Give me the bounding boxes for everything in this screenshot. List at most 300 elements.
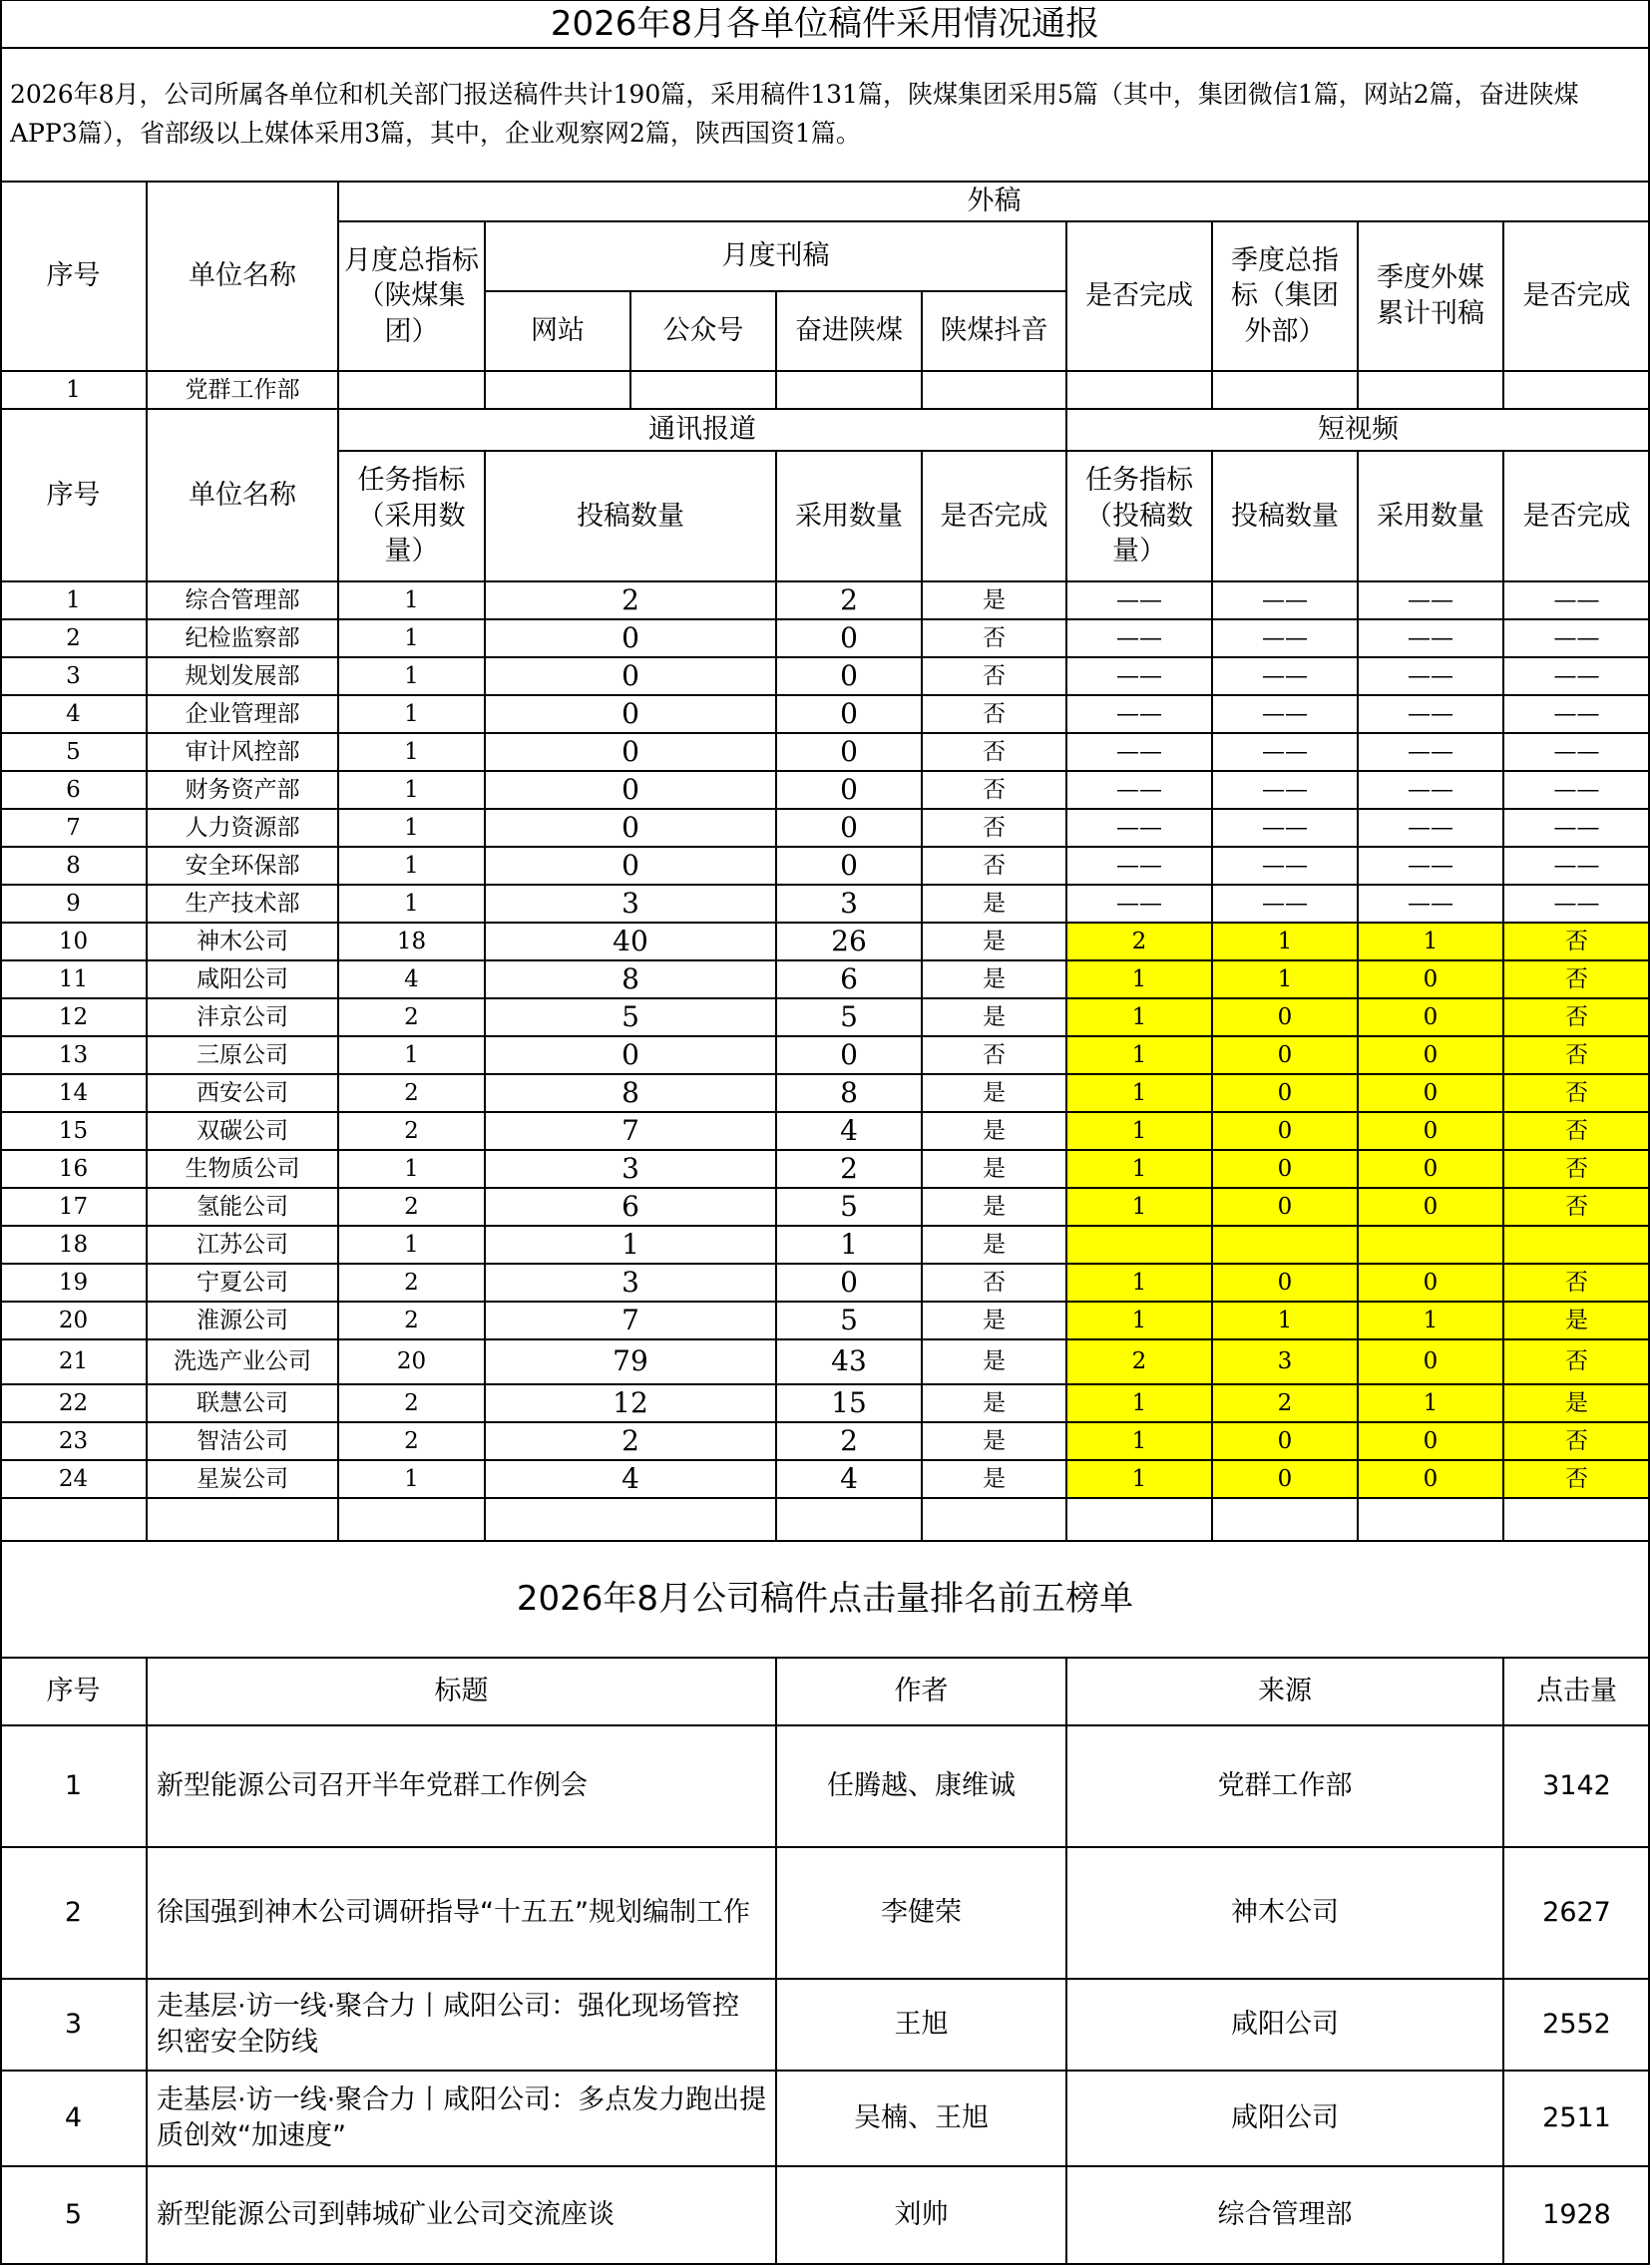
grid-line (0, 1263, 1650, 1265)
row-v-done: 否 (1565, 1079, 1588, 1106)
grid-line (0, 997, 1650, 999)
row-v-adopt: —— (1408, 624, 1453, 651)
grid-line (1502, 1658, 1504, 2264)
row-v-adopt: —— (1408, 738, 1453, 765)
grid-line (1357, 221, 1359, 409)
col-submit: 投稿数量 (577, 500, 684, 532)
grid-line (0, 408, 1650, 410)
row-v-adopt: —— (1408, 586, 1453, 613)
row-v-task: —— (1116, 738, 1162, 765)
row-seq: 3 (66, 662, 81, 689)
grid-line (0, 808, 1650, 810)
row-unit: 江苏公司 (197, 1231, 288, 1258)
col-monthly-pub: 月度刊稿 (721, 240, 830, 272)
group-external: 外稿 (967, 186, 1022, 217)
grid-line (0, 1225, 1650, 1227)
col-v-adopt: 采用数量 (1377, 500, 1484, 532)
row-v-adopt: 1 (1423, 1307, 1439, 1333)
col-quarter-target: 季度总指标（集团外部） (1231, 244, 1339, 347)
col-rank-clicks: 点击量 (1536, 1676, 1617, 1707)
row-submit: 8 (621, 1075, 639, 1109)
rank-title: 走基层·访一线·聚合力丨咸阳公司：多点发力跑出提质创效“加速度” (157, 2084, 767, 2151)
row-submit: 40 (613, 924, 648, 957)
row-v-done (1503, 1226, 1650, 1264)
row-unit: 生物质公司 (185, 1155, 300, 1182)
row-unit: 纪检监察部 (185, 624, 300, 651)
grid-line (921, 451, 923, 1541)
row-v-adopt: 0 (1423, 1117, 1439, 1144)
row-adopt: 0 (840, 734, 858, 768)
row-adopt: 6 (840, 961, 858, 995)
grid-line (484, 451, 486, 1541)
row-adopt: 0 (840, 848, 858, 882)
row-submit: 2 (621, 1423, 639, 1457)
row-seq: 20 (58, 1307, 89, 1333)
row-seq: 7 (66, 814, 81, 841)
grid-line (0, 1383, 1650, 1385)
ranking-title: 2026年8月公司稿件点击量排名前五榜单 (516, 1579, 1134, 1620)
row-task: 1 (404, 700, 419, 727)
grid-line (775, 1658, 777, 2264)
row-done: 是 (983, 965, 1006, 992)
grid-line (0, 770, 1650, 772)
row-task: 2 (404, 1079, 419, 1106)
row-v-task: —— (1116, 586, 1162, 613)
row-adopt: 0 (840, 1037, 858, 1071)
row-v-submit: —— (1262, 624, 1308, 651)
row-v-submit: 3 (1277, 1348, 1293, 1375)
grid-line (484, 221, 486, 409)
grid-line (0, 656, 1650, 658)
row-seq: 10 (58, 928, 89, 954)
row-adopt: 3 (840, 886, 858, 920)
row-adopt: 0 (840, 1265, 858, 1299)
row-done: 是 (983, 890, 1006, 917)
grid-line (0, 694, 1650, 696)
rank-seq: 2 (64, 1897, 83, 1929)
row-adopt: 0 (840, 772, 858, 806)
row-v-submit: —— (1262, 814, 1308, 841)
row-done: 是 (983, 1231, 1006, 1258)
grid-line (1502, 451, 1504, 1541)
row-adopt: 0 (840, 658, 858, 692)
row-unit: 沣京公司 (197, 1003, 288, 1030)
row-v-done: 否 (1565, 1348, 1588, 1375)
row-v-task: —— (1116, 814, 1162, 841)
row-submit: 5 (621, 999, 639, 1033)
rank-seq: 4 (64, 2102, 83, 2134)
row-adopt: 0 (840, 696, 858, 730)
row-v-task: —— (1116, 852, 1162, 879)
row-v-adopt: —— (1408, 852, 1453, 879)
row-unit: 企业管理部 (185, 700, 300, 727)
col-seq: 序号 (46, 260, 101, 292)
row-v-adopt: 0 (1423, 1155, 1439, 1182)
row-task: 2 (404, 1269, 419, 1296)
row-seq: 8 (66, 852, 81, 879)
row-done: 是 (983, 586, 1006, 613)
row-v-adopt: —— (1408, 776, 1453, 803)
rank-title: 新型能源公司召开半年党群工作例会 (157, 1770, 588, 1802)
row-v-adopt: —— (1408, 890, 1453, 917)
grid-line (0, 618, 1650, 620)
row-v-task: —— (1116, 776, 1162, 803)
grid-line (0, 1149, 1650, 1151)
col-quarter-media: 季度外媒累计刊稿 (1377, 262, 1484, 329)
row-adopt: 2 (840, 582, 858, 616)
row-v-submit: 0 (1277, 1427, 1293, 1454)
row-done: 否 (983, 1269, 1006, 1296)
grid-line (1065, 409, 1067, 1541)
col-app: 奋进陕煤 (795, 315, 903, 347)
row-v-task: 1 (1131, 1155, 1147, 1182)
row-adopt: 0 (840, 810, 858, 844)
col-site: 网站 (531, 315, 585, 347)
grid-line (775, 451, 777, 1541)
row-seq: 11 (58, 965, 89, 992)
row-v-done: —— (1553, 700, 1600, 727)
col-v-submit: 投稿数量 (1231, 500, 1339, 532)
row-v-submit: 0 (1277, 1269, 1293, 1296)
row-seq: 19 (58, 1269, 89, 1296)
row-task: 2 (404, 1389, 419, 1416)
row-task: 1 (404, 1041, 419, 1068)
row-submit: 3 (621, 1265, 639, 1299)
row-adopt: 5 (840, 1189, 858, 1223)
row-seq: 1 (66, 376, 81, 403)
row-v-submit (1212, 1226, 1358, 1264)
grid-line (0, 1338, 1650, 1340)
grid-line (921, 291, 923, 409)
row-unit: 咸阳公司 (197, 965, 288, 992)
row-v-task: 1 (1131, 1389, 1147, 1416)
row-v-task: —— (1116, 662, 1162, 689)
row-done: 是 (983, 1348, 1006, 1375)
row-seq: 22 (58, 1389, 89, 1416)
row-v-submit: 0 (1277, 1041, 1293, 1068)
row-v-done: 否 (1565, 965, 1588, 992)
grid-line (0, 1657, 1650, 1659)
col-done: 是否完成 (940, 500, 1048, 532)
row-v-done: —— (1553, 586, 1600, 613)
row-v-adopt: 1 (1423, 1389, 1439, 1416)
grid-line (0, 1540, 1650, 1542)
row-v-adopt: 0 (1423, 1348, 1439, 1375)
row-submit: 0 (621, 810, 639, 844)
row-v-task: 1 (1131, 1307, 1147, 1333)
group-comm: 通讯报道 (648, 414, 756, 446)
row-done: 是 (983, 1427, 1006, 1454)
row-v-done: 否 (1565, 1117, 1588, 1144)
row-v-done: 否 (1565, 1427, 1588, 1454)
report-title: 2026年8月各单位稿件采用情况通报 (550, 3, 1100, 44)
rank-author: 李健荣 (881, 1897, 962, 1929)
row-v-task: 1 (1131, 1117, 1147, 1144)
row-done: 否 (983, 662, 1006, 689)
row-v-adopt: —— (1408, 814, 1453, 841)
row-unit: 淮源公司 (197, 1307, 288, 1333)
row-done: 否 (983, 1041, 1006, 1068)
row-v-done: 否 (1565, 1465, 1588, 1492)
row-task: 1 (404, 1465, 419, 1492)
rank-author: 吴楠、王旭 (854, 2102, 989, 2134)
row-v-done: 否 (1565, 1041, 1588, 1068)
row-task: 1 (404, 624, 419, 651)
row-task: 1 (404, 1231, 419, 1258)
rank-source: 综合管理部 (1217, 2199, 1353, 2231)
row-v-done: 否 (1565, 1193, 1588, 1220)
row-done: 是 (983, 1389, 1006, 1416)
grid-line (337, 182, 339, 1541)
grid-line (0, 1421, 1650, 1423)
row-v-submit: —— (1262, 662, 1308, 689)
grid-line (0, 1724, 1650, 1726)
row-v-adopt: 1 (1423, 928, 1439, 954)
grid-line (629, 291, 631, 409)
row-v-task: 2 (1131, 1348, 1147, 1375)
grid-line (0, 1846, 1650, 1848)
row-seq: 18 (58, 1231, 89, 1258)
col-rank-source: 来源 (1258, 1676, 1312, 1707)
row-seq: 6 (66, 776, 81, 803)
row-unit: 审计风控部 (185, 738, 300, 765)
row-v-task: 1 (1131, 1041, 1147, 1068)
row-adopt: 2 (840, 1423, 858, 1457)
row-unit: 智洁公司 (197, 1427, 288, 1454)
grid-line (0, 0, 2, 2264)
row-submit: 7 (621, 1303, 639, 1336)
col-adopt: 采用数量 (795, 500, 903, 532)
row-v-done: 否 (1565, 1269, 1588, 1296)
row-v-task: 1 (1131, 1427, 1147, 1454)
row-submit: 3 (621, 1151, 639, 1185)
grid-line (0, 1073, 1650, 1075)
grid-line (0, 846, 1650, 848)
row-adopt: 43 (831, 1344, 867, 1378)
row-seq: 1 (66, 586, 81, 613)
row-submit: 1 (621, 1227, 639, 1261)
grid-line (0, 47, 1650, 49)
row-unit: 西安公司 (197, 1079, 288, 1106)
rank-author: 刘帅 (894, 2199, 949, 2231)
row-task: 1 (404, 890, 419, 917)
row-done: 是 (983, 1117, 1006, 1144)
row-v-submit: 1 (1277, 928, 1293, 954)
row-task: 2 (404, 1117, 419, 1144)
row-v-submit: 0 (1277, 1465, 1293, 1492)
row-done: 是 (983, 928, 1006, 954)
row-task: 1 (404, 738, 419, 765)
grid-line (0, 2070, 1650, 2072)
row-v-done: —— (1553, 814, 1600, 841)
rank-seq: 5 (64, 2199, 83, 2231)
grid-line (146, 182, 148, 1541)
row-v-submit: 0 (1277, 1193, 1293, 1220)
row-adopt: 1 (840, 1227, 858, 1261)
row-unit: 安全环保部 (185, 852, 300, 879)
row-v-done: —— (1553, 624, 1600, 651)
row-v-done: —— (1553, 662, 1600, 689)
row-done: 否 (983, 776, 1006, 803)
row-submit: 12 (613, 1385, 648, 1419)
row-v-submit: —— (1262, 738, 1308, 765)
row-v-submit: 0 (1277, 1079, 1293, 1106)
rank-seq: 1 (64, 1770, 83, 1802)
row-v-submit: 1 (1277, 1307, 1293, 1333)
row-done: 是 (983, 1003, 1006, 1030)
row-task: 1 (404, 586, 419, 613)
row-submit: 7 (621, 1113, 639, 1147)
rank-clicks: 2552 (1542, 2009, 1611, 2041)
row-v-task: —— (1116, 624, 1162, 651)
grid-line (0, 1978, 1650, 1980)
row-v-done: —— (1553, 776, 1600, 803)
row-v-done: —— (1553, 852, 1600, 879)
row-seq: 23 (58, 1427, 89, 1454)
row-v-submit: —— (1262, 890, 1308, 917)
rank-source: 咸阳公司 (1231, 2102, 1339, 2134)
row-v-task: 2 (1131, 928, 1147, 954)
row-task: 2 (404, 1427, 419, 1454)
row-submit: 0 (621, 620, 639, 654)
row-task: 2 (404, 1193, 419, 1220)
col-seq: 序号 (46, 479, 101, 511)
row-adopt: 5 (840, 999, 858, 1033)
row-done: 是 (983, 1155, 1006, 1182)
row-submit: 0 (621, 772, 639, 806)
rank-clicks: 2511 (1542, 2102, 1611, 2134)
row-submit: 0 (621, 696, 639, 730)
grid-line (0, 959, 1650, 961)
row-submit: 3 (621, 886, 639, 920)
group-video: 短视频 (1318, 414, 1399, 446)
grid-line (0, 0, 1650, 1)
row-seq: 5 (66, 738, 81, 765)
grid-line (0, 922, 1650, 924)
grid-line (1211, 451, 1213, 1541)
grid-line (1357, 451, 1359, 1541)
col-v-done: 是否完成 (1522, 500, 1631, 532)
rank-clicks: 2627 (1542, 1897, 1611, 1929)
row-v-submit: 2 (1277, 1389, 1293, 1416)
row-v-task: 1 (1131, 1269, 1147, 1296)
col-rank-seq: 序号 (46, 1676, 101, 1707)
rank-seq: 3 (64, 2009, 83, 2041)
row-unit: 财务资产部 (185, 776, 300, 803)
row-v-submit: 1 (1277, 965, 1293, 992)
row-v-done: 是 (1565, 1307, 1588, 1333)
row-task: 2 (404, 1003, 419, 1030)
row-unit: 规划发展部 (185, 662, 300, 689)
grid-line (1502, 221, 1504, 409)
grid-line (0, 1035, 1650, 1037)
row-task: 18 (396, 928, 427, 954)
row-done: 否 (983, 852, 1006, 879)
row-v-done: 否 (1565, 928, 1588, 954)
row-unit: 联慧公司 (197, 1389, 288, 1416)
grid-line (1211, 221, 1213, 409)
grid-line (0, 370, 1650, 372)
row-v-submit: —— (1262, 700, 1308, 727)
row-task: 2 (404, 1307, 419, 1333)
row-submit: 4 (621, 1461, 639, 1495)
row-unit: 星炭公司 (197, 1465, 288, 1492)
row-submit: 0 (621, 848, 639, 882)
row-unit: 洗选产业公司 (174, 1348, 311, 1375)
row-adopt: 4 (840, 1461, 858, 1495)
grid-line (1065, 1658, 1067, 2264)
row-done: 否 (983, 624, 1006, 651)
row-adopt: 2 (840, 1151, 858, 1185)
row-adopt: 5 (840, 1303, 858, 1336)
row-unit: 党群工作部 (185, 376, 300, 403)
row-done: 否 (983, 738, 1006, 765)
row-done: 否 (983, 814, 1006, 841)
grid-line (0, 1459, 1650, 1461)
row-v-submit: —— (1262, 586, 1308, 613)
row-submit: 2 (621, 582, 639, 616)
row-seq: 24 (58, 1465, 89, 1492)
row-seq: 4 (66, 700, 81, 727)
row-done: 否 (983, 700, 1006, 727)
row-seq: 9 (66, 890, 81, 917)
row-adopt: 26 (831, 924, 867, 957)
row-v-task: —— (1116, 890, 1162, 917)
row-v-done: 是 (1565, 1389, 1588, 1416)
row-done: 是 (983, 1307, 1006, 1333)
row-seq: 13 (58, 1041, 89, 1068)
grid-line (146, 1658, 148, 2264)
row-v-adopt: —— (1408, 700, 1453, 727)
grid-line (0, 1187, 1650, 1189)
row-v-submit: 0 (1277, 1003, 1293, 1030)
col-rank-title: 标题 (434, 1676, 489, 1707)
row-seq: 12 (58, 1003, 89, 1030)
row-v-task: 1 (1131, 965, 1147, 992)
row-unit: 人力资源部 (185, 814, 300, 841)
col-wechat: 公众号 (662, 315, 744, 347)
row-submit: 0 (621, 734, 639, 768)
row-v-done: 否 (1565, 1155, 1588, 1182)
row-seq: 2 (66, 624, 81, 651)
row-v-task: 1 (1131, 1465, 1147, 1492)
row-unit: 氢能公司 (197, 1193, 288, 1220)
row-task: 20 (396, 1348, 427, 1375)
row-submit: 6 (621, 1189, 639, 1223)
grid-line (0, 732, 1650, 734)
row-task: 1 (404, 852, 419, 879)
row-v-submit: 0 (1277, 1155, 1293, 1182)
grid-line (0, 1111, 1650, 1113)
col-task: 任务指标（采用数量） (357, 465, 466, 567)
row-submit: 0 (621, 658, 639, 692)
row-v-adopt: 0 (1423, 1193, 1439, 1220)
rank-author: 任腾越、康维诚 (827, 1770, 1016, 1802)
col-rank-author: 作者 (894, 1676, 949, 1707)
row-v-submit: —— (1262, 776, 1308, 803)
rank-clicks: 1928 (1542, 2199, 1611, 2231)
row-v-done: —— (1553, 890, 1600, 917)
row-v-done: —— (1553, 738, 1600, 765)
row-unit: 三原公司 (197, 1041, 288, 1068)
row-unit: 宁夏公司 (197, 1269, 288, 1296)
row-v-adopt: 0 (1423, 1465, 1439, 1492)
row-submit: 79 (613, 1344, 648, 1378)
rank-author: 王旭 (894, 2009, 949, 2041)
row-v-task: 1 (1131, 1193, 1147, 1220)
row-v-adopt: —— (1408, 662, 1453, 689)
rank-title: 走基层·访一线·聚合力丨咸阳公司：强化现场管控 织密安全防线 (157, 1991, 740, 2058)
